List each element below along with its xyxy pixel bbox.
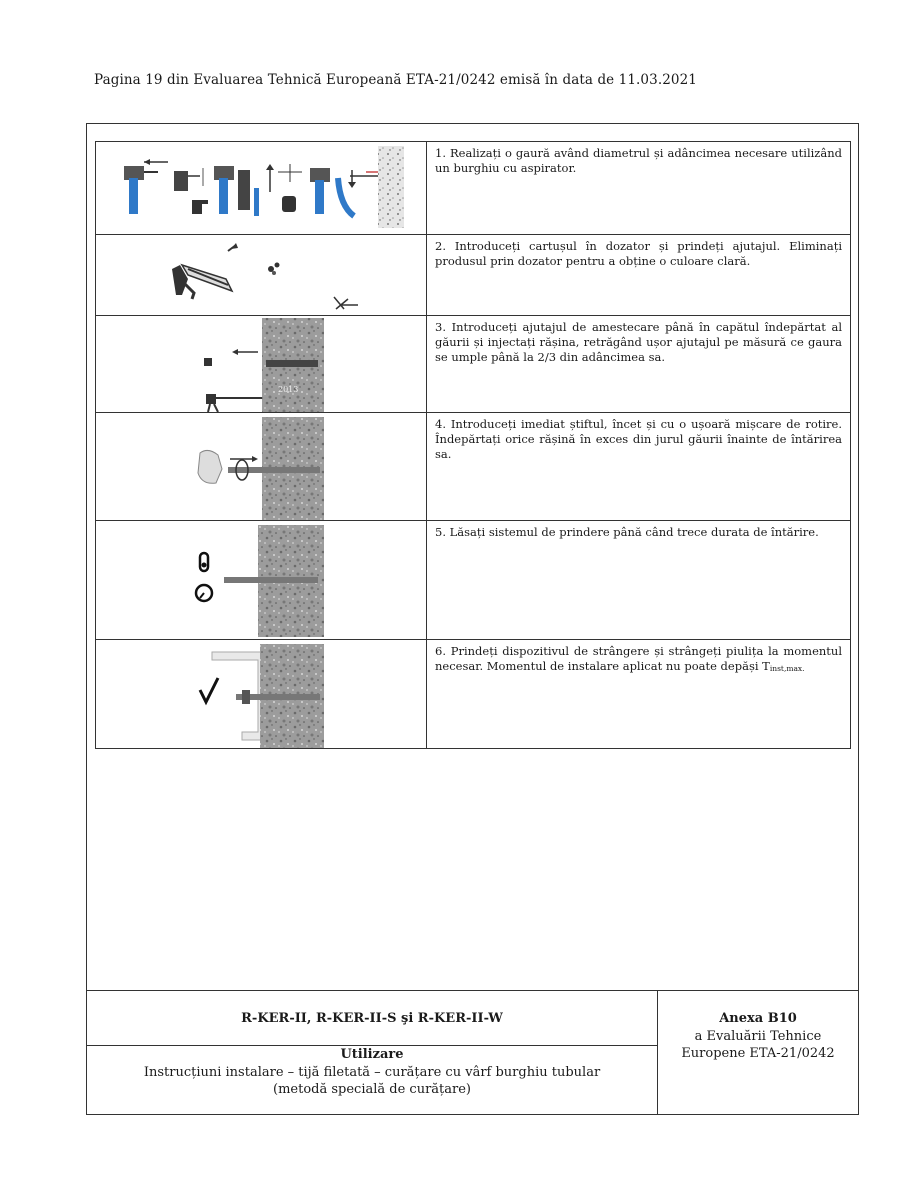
curing-time-icon bbox=[96, 521, 426, 639]
step-4-illustration bbox=[96, 413, 427, 521]
cartridge-mark: 2013 bbox=[278, 385, 299, 394]
usage-description bbox=[86, 1064, 658, 1098]
footer-annex-block bbox=[658, 991, 858, 1115]
step-6-illustration bbox=[96, 640, 427, 749]
step-row bbox=[96, 316, 851, 413]
product-name: R-KER-II, R-KER-II-S şi R-KER-II-W bbox=[241, 1011, 503, 1026]
step-6-text-subscript: inst,max. bbox=[769, 664, 805, 673]
step-5-illustration bbox=[96, 521, 427, 640]
annex-line-2: Europene ETA-21/0242 bbox=[681, 1046, 835, 1061]
footer-product-block bbox=[86, 991, 658, 1115]
step-4-text: 4. Introduceți imediat știftul, încet și cu o ușoară mișcare de rotire. Îndepărtați orice rășină în exces din jurul găurii înainte de întărirea sa. bbox=[427, 413, 851, 521]
annex-title: Anexa B10 bbox=[719, 1011, 797, 1026]
footer-divider bbox=[86, 1045, 658, 1046]
insert-rod-rotate-icon bbox=[96, 413, 426, 520]
step-5-text: 5. Lăsați sistemul de prindere până când trece durata de întărire. bbox=[427, 521, 851, 640]
usage-line-1: Instrucțiuni instalare – tijă filetată – curățare cu vârf burghiu tubular bbox=[143, 1065, 601, 1080]
step-row bbox=[96, 413, 851, 521]
dispenser-gun-icon bbox=[96, 235, 426, 315]
step-row bbox=[96, 521, 851, 640]
installation-steps-table bbox=[95, 141, 851, 749]
step-6-text-main: 6. Prindeți dispozitivul de strângere și strângeți piulița la momentul necesar. Momentul de instalare aplicat nu poate depăși T bbox=[435, 644, 842, 673]
page-header: Pagina 19 din Evaluarea Tehnică Europeană ETA-21/0242 emisă în data de 11.03.2021 bbox=[94, 72, 697, 88]
step-row bbox=[96, 640, 851, 749]
document-footer bbox=[86, 990, 859, 1115]
step-6-text bbox=[427, 640, 851, 749]
torque-tightening-icon bbox=[96, 640, 426, 748]
step-row bbox=[96, 142, 851, 235]
step-1-illustration bbox=[96, 142, 427, 235]
step-1-text: 1. Realizați o gaură având diametrul și adâncimea necesare utilizând un burghiu cu aspirator. bbox=[427, 142, 851, 235]
usage-title: Utilizare bbox=[340, 1047, 404, 1062]
annex-line-1: a Evaluării Tehnice bbox=[694, 1029, 822, 1044]
step-2-illustration bbox=[96, 235, 427, 316]
step-row bbox=[96, 235, 851, 316]
step-3-text: 3. Introduceți ajutajul de amestecare până în capătul îndepărtat al găurii și injectați rășina, retrăgând ușor ajutajul pe măsură ce gaura se umple până la 2/3 din adâncimea sa. bbox=[427, 316, 851, 413]
resin-injection-icon bbox=[96, 316, 426, 412]
step-2-text: 2. Introduceți cartușul în dozator și prindeți ajutajul. Eliminați produsul prin dozator pentru a obține o culoare clară. bbox=[427, 235, 851, 316]
step-3-illustration bbox=[96, 316, 427, 413]
drilling-with-vacuum-drill-icon bbox=[96, 142, 426, 234]
usage-line-2: (metodă specială de curățare) bbox=[273, 1082, 471, 1097]
